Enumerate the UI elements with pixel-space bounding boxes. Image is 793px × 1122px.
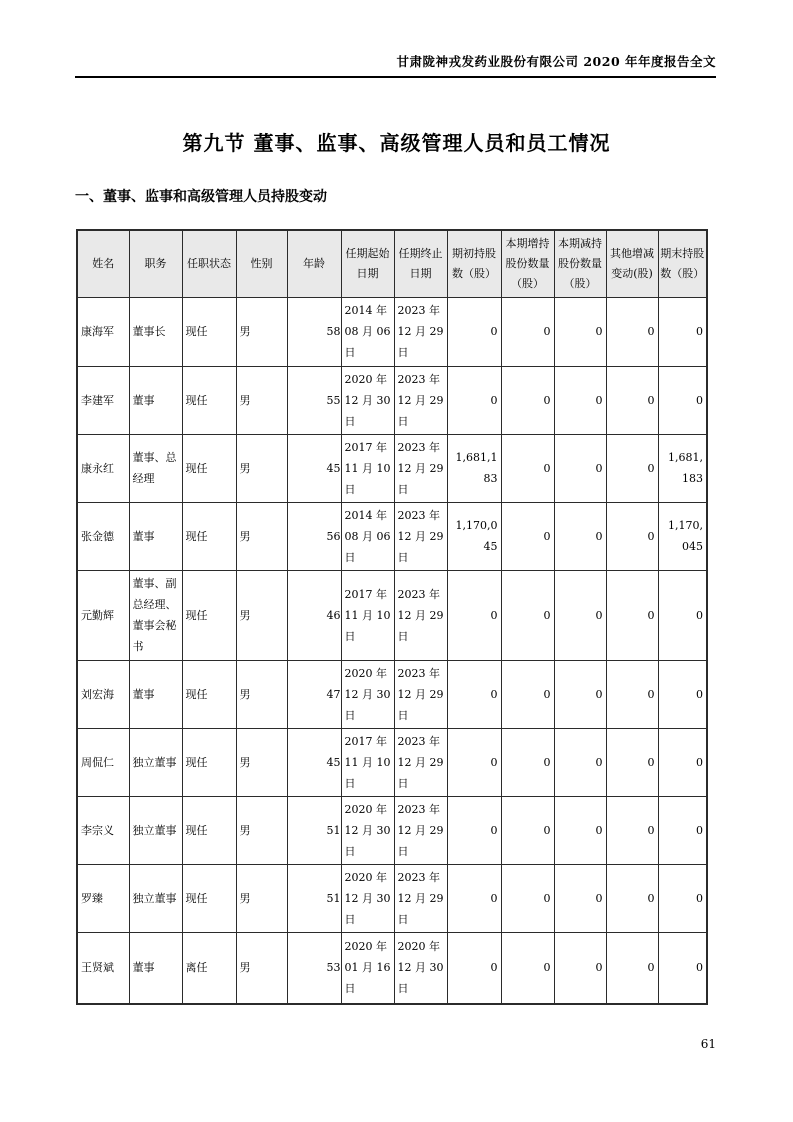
column-header: 姓名 xyxy=(77,230,129,297)
table-cell: 2023 年 12 月 29 日 xyxy=(394,434,447,502)
table-cell: 2014 年 08 月 06 日 xyxy=(341,297,394,366)
table-cell: 0 xyxy=(554,796,606,864)
page-title: 第九节 董事、监事、高级管理人员和员工情况 xyxy=(182,131,611,155)
table-cell: 男 xyxy=(236,864,287,932)
table-cell: 2020 年 12 月 30 日 xyxy=(341,366,394,434)
table-row xyxy=(77,502,707,570)
column-header: 任期起始日期 xyxy=(341,230,394,297)
table-cell: 0 xyxy=(606,796,658,864)
table-cell: 2023 年 12 月 29 日 xyxy=(394,502,447,570)
table-cell: 2023 年 12 月 29 日 xyxy=(394,570,447,660)
table-cell: 0 xyxy=(554,297,606,366)
table-cell: 男 xyxy=(236,297,287,366)
table-cell: 1,681,183 xyxy=(447,434,501,502)
table-cell: 2023 年 12 月 29 日 xyxy=(394,297,447,366)
table-cell: 男 xyxy=(236,366,287,434)
table-cell: 0 xyxy=(554,570,606,660)
page-number: 61 xyxy=(700,1037,716,1051)
report-header-text: 甘肃陇神戎发药业股份有限公司 2020 年年度报告全文 xyxy=(396,54,716,69)
table-cell: 0 xyxy=(447,932,501,1004)
table-cell: 李建军 xyxy=(77,366,129,434)
table-cell: 45 xyxy=(287,434,341,502)
table-cell: 现任 xyxy=(182,864,236,932)
table-cell: 46 xyxy=(287,570,341,660)
table-cell: 0 xyxy=(606,297,658,366)
column-header: 性别 xyxy=(236,230,287,297)
table-cell: 刘宏海 xyxy=(77,660,129,728)
table-cell: 2017 年 11 月 10 日 xyxy=(341,728,394,796)
table-cell: 康永红 xyxy=(77,434,129,502)
table-cell: 0 xyxy=(501,297,554,366)
table-cell: 0 xyxy=(447,366,501,434)
table-cell: 0 xyxy=(554,502,606,570)
table-cell: 0 xyxy=(447,796,501,864)
table-cell: 0 xyxy=(447,864,501,932)
table-cell: 0 xyxy=(658,932,707,1004)
table-cell: 现任 xyxy=(182,728,236,796)
table-cell: 2023 年 12 月 29 日 xyxy=(394,796,447,864)
report-header xyxy=(75,52,716,78)
table-cell: 47 xyxy=(287,660,341,728)
table-cell: 2017 年 11 月 10 日 xyxy=(341,570,394,660)
column-header: 年龄 xyxy=(287,230,341,297)
column-header: 任期终止日期 xyxy=(394,230,447,297)
table-cell: 2020 年 12 月 30 日 xyxy=(341,796,394,864)
table-cell: 康海军 xyxy=(77,297,129,366)
table-cell: 男 xyxy=(236,796,287,864)
table-cell: 2023 年 12 月 29 日 xyxy=(394,366,447,434)
table-cell: 0 xyxy=(606,932,658,1004)
table-cell: 0 xyxy=(554,434,606,502)
table-cell: 0 xyxy=(606,434,658,502)
table-cell: 0 xyxy=(658,570,707,660)
table-cell: 2020 年 01 月 16 日 xyxy=(341,932,394,1004)
table-row xyxy=(77,366,707,434)
table-cell: 45 xyxy=(287,728,341,796)
column-header: 期初持股数（股） xyxy=(447,230,501,297)
table-cell: 男 xyxy=(236,570,287,660)
table-row xyxy=(77,796,707,864)
table-cell: 2020 年 12 月 30 日 xyxy=(394,932,447,1004)
table-cell: 董事 xyxy=(129,932,182,1004)
table-cell: 现任 xyxy=(182,796,236,864)
table-cell: 2023 年 12 月 29 日 xyxy=(394,728,447,796)
table-cell: 董事、副总经理、董事会秘书 xyxy=(129,570,182,660)
table-cell: 王贤斌 xyxy=(77,932,129,1004)
table-cell: 51 xyxy=(287,796,341,864)
table-cell: 1,170,045 xyxy=(658,502,707,570)
table-cell: 男 xyxy=(236,660,287,728)
table-cell: 张金德 xyxy=(77,502,129,570)
table-cell: 0 xyxy=(501,434,554,502)
table-cell: 0 xyxy=(658,366,707,434)
table-cell: 0 xyxy=(447,660,501,728)
shareholding-table xyxy=(76,229,708,1005)
table-cell: 0 xyxy=(447,728,501,796)
table-row xyxy=(77,570,707,660)
table-cell: 罗臻 xyxy=(77,864,129,932)
table-cell: 独立董事 xyxy=(129,796,182,864)
table-cell: 0 xyxy=(501,660,554,728)
table-cell: 2020 年 12 月 30 日 xyxy=(341,864,394,932)
table-row xyxy=(77,728,707,796)
table-cell: 0 xyxy=(606,366,658,434)
table-cell: 男 xyxy=(236,932,287,1004)
table-cell: 2020 年 12 月 30 日 xyxy=(341,660,394,728)
table-cell: 现任 xyxy=(182,502,236,570)
table-header-row xyxy=(77,230,707,297)
table-cell: 李宗义 xyxy=(77,796,129,864)
table-row xyxy=(77,864,707,932)
column-header: 任职状态 xyxy=(182,230,236,297)
table-cell: 现任 xyxy=(182,366,236,434)
table-cell: 58 xyxy=(287,297,341,366)
table-cell: 0 xyxy=(501,570,554,660)
table-cell: 1,681,183 xyxy=(658,434,707,502)
table-cell: 男 xyxy=(236,728,287,796)
table-cell: 0 xyxy=(658,728,707,796)
table-cell: 2014 年 08 月 06 日 xyxy=(341,502,394,570)
table-cell: 董事 xyxy=(129,366,182,434)
table-cell: 董事长 xyxy=(129,297,182,366)
table-cell: 0 xyxy=(606,864,658,932)
table-cell: 董事 xyxy=(129,502,182,570)
table-cell: 0 xyxy=(447,297,501,366)
table-cell: 1,170,045 xyxy=(447,502,501,570)
table-cell: 2023 年 12 月 29 日 xyxy=(394,864,447,932)
table-cell: 0 xyxy=(658,297,707,366)
table-cell: 周侃仁 xyxy=(77,728,129,796)
table-cell: 51 xyxy=(287,864,341,932)
table-cell: 0 xyxy=(501,728,554,796)
table-cell: 董事、总经理 xyxy=(129,434,182,502)
table-cell: 0 xyxy=(554,660,606,728)
table-cell: 独立董事 xyxy=(129,728,182,796)
table-cell: 男 xyxy=(236,502,287,570)
table-cell: 现任 xyxy=(182,434,236,502)
table-cell: 0 xyxy=(658,660,707,728)
table-cell: 0 xyxy=(606,660,658,728)
table-cell: 53 xyxy=(287,932,341,1004)
table-cell: 董事 xyxy=(129,660,182,728)
table-header xyxy=(77,230,707,297)
table-cell: 2017 年 11 月 10 日 xyxy=(341,434,394,502)
table-cell: 0 xyxy=(501,366,554,434)
table-cell: 0 xyxy=(658,796,707,864)
table-cell: 0 xyxy=(554,728,606,796)
table-cell: 现任 xyxy=(182,570,236,660)
table-row xyxy=(77,297,707,366)
table-cell: 现任 xyxy=(182,660,236,728)
table-cell: 0 xyxy=(501,796,554,864)
table-cell: 离任 xyxy=(182,932,236,1004)
table-cell: 0 xyxy=(606,728,658,796)
table-cell: 0 xyxy=(554,932,606,1004)
table-cell: 0 xyxy=(447,570,501,660)
table-cell: 55 xyxy=(287,366,341,434)
table-cell: 56 xyxy=(287,502,341,570)
column-header: 本期增持股份数量（股） xyxy=(501,230,554,297)
column-header: 其他增减变动(股) xyxy=(606,230,658,297)
table-cell: 独立董事 xyxy=(129,864,182,932)
table-body xyxy=(77,297,707,1004)
column-header: 职务 xyxy=(129,230,182,297)
table-cell: 0 xyxy=(501,932,554,1004)
table-cell: 0 xyxy=(501,502,554,570)
table-cell: 0 xyxy=(554,864,606,932)
table-cell: 0 xyxy=(554,366,606,434)
table-row xyxy=(77,932,707,1004)
table-cell: 现任 xyxy=(182,297,236,366)
column-header: 期末持股数（股） xyxy=(658,230,707,297)
table-cell: 0 xyxy=(658,864,707,932)
section-heading: 一、董事、监事和高级管理人员持股变动 xyxy=(75,189,327,205)
table-cell: 0 xyxy=(501,864,554,932)
table-row xyxy=(77,434,707,502)
table-cell: 0 xyxy=(606,570,658,660)
table-cell: 0 xyxy=(606,502,658,570)
table-cell: 男 xyxy=(236,434,287,502)
table-row xyxy=(77,660,707,728)
table-cell: 2023 年 12 月 29 日 xyxy=(394,660,447,728)
table-cell: 元勤辉 xyxy=(77,570,129,660)
column-header: 本期减持股份数量（股） xyxy=(554,230,606,297)
